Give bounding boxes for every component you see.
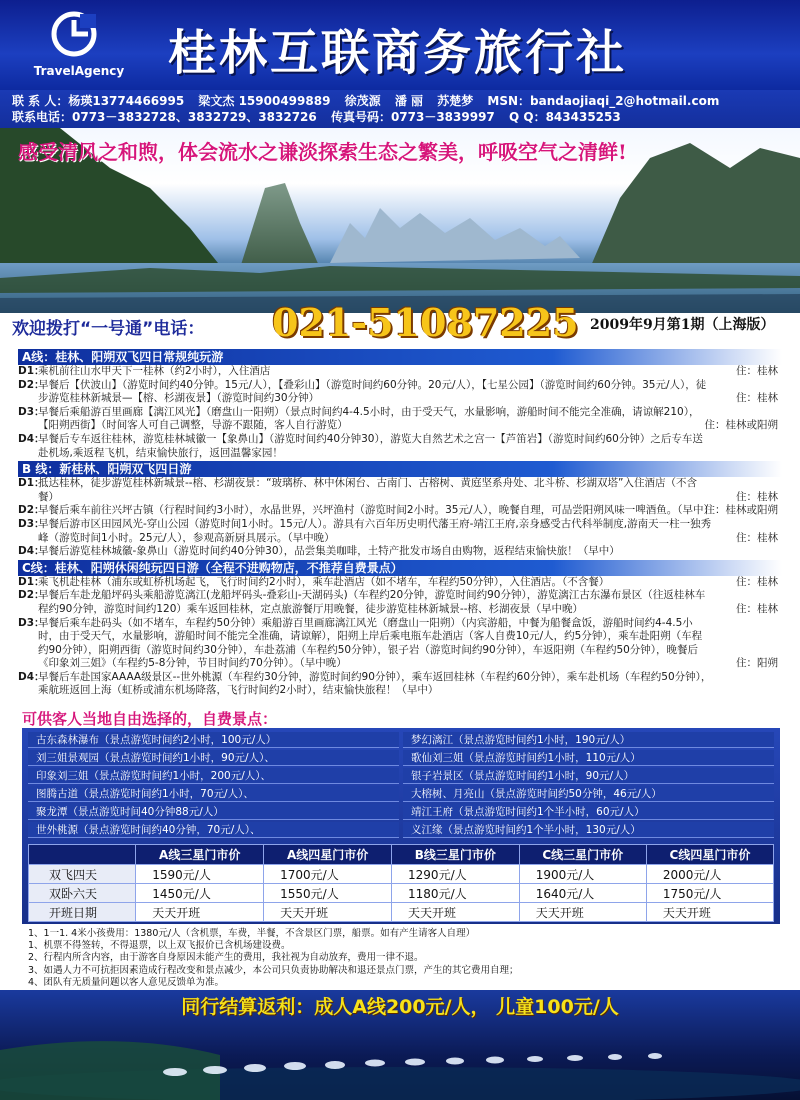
route-c-title: C线：桂林、阳朔休闲纯玩四日游（全程不进购物店，不推荐自费景点） bbox=[18, 560, 782, 576]
table-row bbox=[29, 903, 774, 922]
price-cell: 1180元/人 bbox=[392, 884, 520, 903]
optional-panel bbox=[22, 728, 780, 924]
price-cell: 1900元/人 bbox=[519, 865, 646, 884]
day-text: 早餐后游市区田园风光-穿山公园（游览时间1小时。15元/人）。游具有六百年历史明代藩王府-靖江王府,亲身感受古代科举制度,游南天一柱一独秀峰（游览时间1小时。25元/人），参观高新厨具展示。（早中晚） bbox=[38, 517, 712, 544]
contact-person: 苏楚梦 bbox=[437, 94, 474, 108]
day-number: D3： bbox=[18, 616, 45, 629]
brand-name: 桂林互联商务旅行社 bbox=[168, 25, 628, 81]
note-line: 1、1一1. 4米小孩费用：1380元/人（含机票，车费，半餐，不含景区门票，船票。如有产生请客人自理） bbox=[28, 928, 476, 939]
day-number: D2： bbox=[18, 589, 45, 602]
day-stay: 住：桂林 bbox=[736, 365, 778, 377]
contact-fax: 传真号码：0773－3839997 bbox=[330, 110, 495, 124]
day-stay: 住：桂林 bbox=[736, 531, 778, 544]
day-text: 早餐后车赴国家AAAA级景区--世外桃源（车程约30分钟，游览时间约90分钟），乘车返回桂林（车程约60分钟），乘车赴机场（车程约50分钟），乘航班返回上海（虹桥或浦东机场降落，飞行时间约2小时），结束愉快旅程！（早中） bbox=[38, 670, 712, 697]
route-a-day-1 bbox=[18, 365, 782, 379]
day-text: 早餐后车赴龙船坪码头乘船游览漓江(龙船坪码头-叠彩山-天湖码头)（车程约20分钟，游览时间约90分钟），游览漓江古东瀑布景区（往返桂林车程约90分钟，游览时间约120）乘车返回桂林，定点旅游餐厅用晚餐，徒步游览桂林新城景--榕、杉湖夜景（早中晚） bbox=[38, 589, 706, 615]
logo-text: TravelAgency bbox=[33, 64, 125, 78]
note-line: 2、行程内所含内容，由于游客自身原因未能产生的费用，我社视为自动放弃，费用一律不退。 bbox=[28, 952, 424, 964]
day-stay: 住：阳朔 bbox=[736, 657, 778, 670]
price-header-row bbox=[29, 845, 774, 865]
row-label: 双卧六天 bbox=[29, 884, 136, 903]
note-line: 3、如遇人力不可抗拒因素造成行程改变和景点减少，本公司只负责协助解决和退还景点门票，产生的其它费用自理； bbox=[28, 964, 519, 976]
day-number: D1： bbox=[18, 477, 45, 490]
header bbox=[0, 0, 800, 90]
notes bbox=[28, 928, 768, 989]
optional-item: 图腾古道（景点游览时间约1小时，70元/人）、 bbox=[28, 786, 399, 802]
day-number: D3： bbox=[18, 517, 45, 530]
optional-item: 印象刘三姐（景点游览时间约1小时，200元/人）、 bbox=[28, 768, 399, 784]
price-cell: 天天开班 bbox=[264, 903, 392, 922]
table-row bbox=[29, 884, 774, 903]
optional-item: 义江缘（景点游览时间约1个半小时，130元/人） bbox=[403, 822, 774, 838]
day-number: D3： bbox=[18, 405, 45, 418]
route-b-day-3 bbox=[18, 518, 782, 545]
logo bbox=[14, 8, 144, 84]
optional-item: 靖江王府（景点游览时间约1个半小时，60元/人） bbox=[403, 804, 774, 820]
day-stay: 住：桂林或阳朔 bbox=[704, 419, 778, 432]
route-a-day-3 bbox=[18, 406, 782, 433]
optional-item: 古东森林瀑布（景点游览时间约2小时，100元/人） bbox=[28, 732, 399, 748]
optional-title: 可供客人当地自由选择的，自费景点： bbox=[22, 710, 278, 728]
day-stay: 住：桂林或阳朔 bbox=[704, 504, 778, 517]
day-text: 早餐后乘车前往兴坪古镇（行程时间约3小时），水晶世界，兴坪渔村（游览时间2小时。35元/人），晚餐自理，可品尝阳朔风味一啤酒鱼。（早中） bbox=[38, 504, 715, 517]
optional-list bbox=[28, 732, 774, 838]
day-text: 乘飞机赴桂林（浦东或虹桥机场起飞，飞行时间约2小时），乘车赴酒店（如不堵车，车程约50分钟），入住酒店。（不含餐） bbox=[38, 575, 610, 588]
day-text: 早餐后乘船游百里画廊【漓江风光】（磨盘山一阳朔）（景点时间约4-4.5小时，由于受天气，水量影响，游船时间不能完全准确，请谅解210），【阳朔西街】（时间客人可自己调整，导游不跟随，客人自行游览） bbox=[38, 405, 700, 432]
price-cell: 天天开班 bbox=[646, 903, 773, 922]
rebate-text: 同行结算返利：成人A线200元/人， 儿童100元/人 bbox=[181, 996, 619, 1018]
day-text: 早餐后游览桂林城徽-象鼻山（游览时间约40分钟30），品尝集美咖啡，土特产批发市场自由购物，返程结束愉快旅！（早中） bbox=[38, 545, 620, 558]
day-text: 抵达桂林，徒步游览桂林新城景--榕、杉湖夜景：“玻璃桥、林中休闲台、古南门、古榕树、黄庭坚系舟处、北斗桥、杉湖双塔”入住酒店（不含餐） bbox=[38, 477, 697, 503]
contact-qq: Q Q：843435253 bbox=[508, 110, 621, 124]
contact-row-2 bbox=[12, 109, 790, 125]
day-text: 乘机前往山水甲天下一桂林（约2小时），入住酒店 bbox=[38, 365, 271, 377]
banner-slogan: 感受清风之和煦，体会流水之谦淡探索生态之繁美，呼吸空气之清鲜! bbox=[18, 140, 627, 164]
price-header-cell: A线三星门市价 bbox=[136, 845, 264, 865]
contact-person: 徐茂源 bbox=[344, 94, 381, 108]
route-c-day-4 bbox=[18, 671, 782, 698]
itinerary bbox=[18, 348, 782, 698]
table-row bbox=[29, 865, 774, 884]
day-text: 早餐后【伏波山】（游览时间约40分钟。15元/人），【叠彩山】（游览时间约60分钟。20元/人），【七星公园】（游览时间约60分钟。35元/人），徒步游览桂林新城景—【榕、杉湖夜景】（游览时间约30分钟） bbox=[38, 378, 707, 405]
day-stay: 住：桂林 bbox=[736, 490, 778, 503]
route-a-day-4 bbox=[18, 433, 782, 460]
optional-item: 刘三姐景观园（景点游览时间约1小时，90元/人）、 bbox=[28, 750, 399, 766]
optional-item: 歌仙刘三姐（景点游览时间约1小时，110元/人） bbox=[403, 750, 774, 766]
price-header-cell: A线四星门市价 bbox=[264, 845, 392, 865]
price-cell: 2000元/人 bbox=[646, 865, 773, 884]
note-line: 1、机票不得签转，不得退票，以上双飞报价已含机场建设费。 bbox=[28, 940, 291, 952]
issue-label: 2009年9月第1期（上海版） bbox=[590, 317, 775, 333]
day-text: 早餐后乘车赴码头（如不堵车，车程约50分钟）乘船游百里画廊漓江风光（磨盘山一阳朔）（内宾游船，中餐为船餐盒饭，游船时间约4-4.5小时，由于受天气，水量影响，游船时间不能完全准确，请谅解），阳朔上岸后乘电瓶车赴酒店（客人自费10元/人，约5分钟），乘车赴阳朔（车程约90分钟），阳朔西街（游览时间约30分钟），车赴荔浦（车程约50分钟），银子岩（游览时间约90分钟），车返阳朔（车程约50分钟），晚餐后《印象刘三姐》（车程约5-8分钟，节目时间约70分钟）。（早中晚） bbox=[38, 616, 703, 670]
price-cell: 1290元/人 bbox=[392, 865, 520, 884]
optional-item: 银子岩景区（景点游览时间约1小时，90元/人） bbox=[403, 768, 774, 784]
contact-bar bbox=[0, 90, 800, 128]
route-b-day-2 bbox=[18, 504, 782, 518]
contact-row-1 bbox=[12, 93, 790, 109]
price-cell: 天天开班 bbox=[519, 903, 646, 922]
day-stay: 住：桂林 bbox=[736, 602, 778, 615]
logo-mark-icon bbox=[50, 10, 98, 58]
optional-item: 世外桃源（景点游览时间约40分钟，70元/人）、 bbox=[28, 822, 399, 838]
price-cell: 1750元/人 bbox=[646, 884, 773, 903]
contact-person: 联 系 人：杨瑛13774466995 bbox=[12, 94, 185, 108]
price-header-cell: B线三星门市价 bbox=[392, 845, 520, 865]
price-cell: 1640元/人 bbox=[519, 884, 646, 903]
price-cell: 1450元/人 bbox=[136, 884, 264, 903]
day-number: D1： bbox=[18, 365, 45, 377]
scenic-banner bbox=[0, 128, 800, 313]
price-cell: 1590元/人 bbox=[136, 865, 264, 884]
route-a-title: A线：桂林、阳朔双飞四日常规纯玩游 bbox=[18, 349, 782, 365]
day-number: D1： bbox=[18, 575, 45, 588]
route-b-title: B 线：新桂林、阳朔双飞四日游 bbox=[18, 461, 782, 477]
day-stay: 住：桂林 bbox=[736, 392, 778, 405]
contact-person: 潘 丽 bbox=[394, 94, 423, 108]
note-line: 4、团队有无质量问题以客人意见反馈单为准。 bbox=[28, 976, 225, 988]
day-text: 早餐后专车返往桂林，游览桂林城徽一【象鼻山】（游览时间约40分钟30），游览大自然艺术之宫一【芦笛岩】（游览时间约60分钟）之后专车送赴机场,乘返程飞机，结束愉快旅行，返回温馨家园！ bbox=[38, 432, 703, 459]
footer bbox=[0, 990, 800, 1100]
route-c-day-3 bbox=[18, 617, 782, 671]
day-number: D4： bbox=[18, 670, 45, 683]
row-label: 双飞四天 bbox=[29, 865, 136, 884]
route-b-day-1 bbox=[18, 477, 782, 504]
price-table bbox=[28, 844, 774, 922]
day-number: D4： bbox=[18, 545, 45, 558]
contact-phone: 联系电话：0773－3832728、3832729、3832726 bbox=[12, 110, 317, 124]
route-a-day-2 bbox=[18, 379, 782, 406]
hotline-number: 021-51087225 bbox=[272, 300, 579, 345]
hotline-bar bbox=[0, 300, 800, 346]
price-header-cell: C线三星门市价 bbox=[519, 845, 646, 865]
hotline-label: 欢迎拨打“一号通”电话： bbox=[12, 319, 205, 339]
price-cell: 1550元/人 bbox=[264, 884, 392, 903]
day-stay: 住：桂林 bbox=[736, 575, 778, 588]
day-number: D2： bbox=[18, 378, 45, 391]
price-cell: 1700元/人 bbox=[264, 865, 392, 884]
optional-item: 梦幻漓江（景点游览时间约1小时，190元/人） bbox=[403, 732, 774, 748]
optional-item: 聚龙潭（景点游览时间40分钟88元/人） bbox=[28, 804, 399, 820]
price-header-cell bbox=[29, 845, 136, 865]
day-number: D2： bbox=[18, 504, 45, 517]
price-cell: 天天开班 bbox=[392, 903, 520, 922]
day-number: D4： bbox=[18, 432, 45, 445]
route-c-day-2 bbox=[18, 589, 782, 616]
contact-person: 梁文杰 15900499889 bbox=[198, 94, 331, 108]
route-b-day-4 bbox=[18, 545, 782, 559]
price-cell: 天天开班 bbox=[136, 903, 264, 922]
optional-item: 大榕树、月亮山（景点游览时间约50分钟，46元/人） bbox=[403, 786, 774, 802]
price-header-cell: C线四星门市价 bbox=[646, 845, 773, 865]
contact-msn: MSN：bandaojiaqi_2@hotmail.com bbox=[487, 94, 720, 108]
route-c-day-1 bbox=[18, 576, 782, 590]
row-label: 开班日期 bbox=[29, 903, 136, 922]
